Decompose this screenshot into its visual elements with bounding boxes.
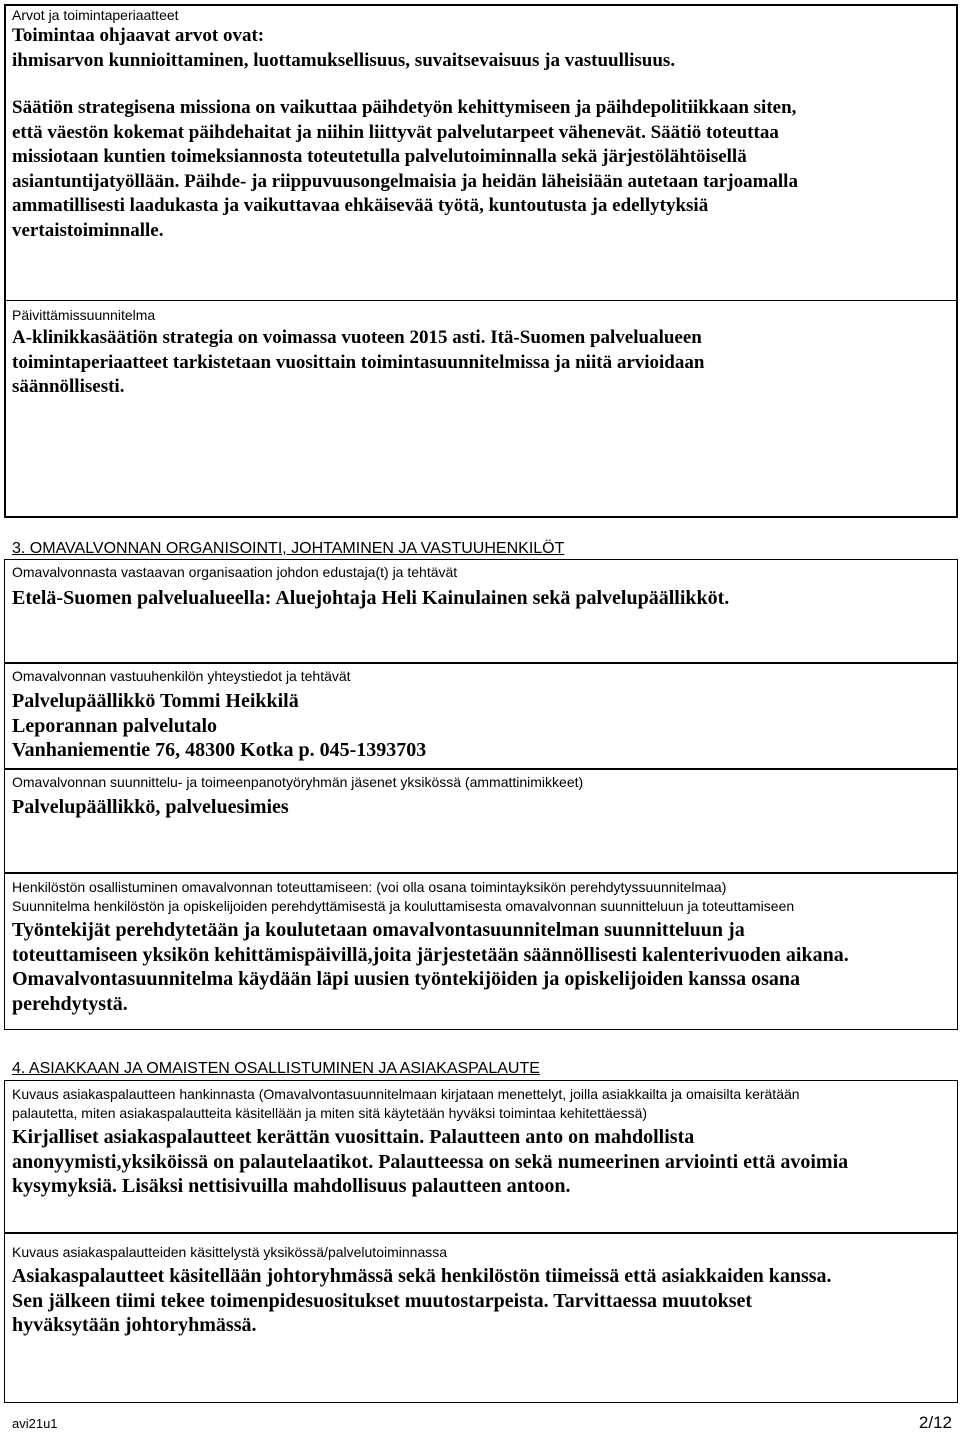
feedback-line: kysymyksiä. Lisäksi nettisivuilla mahdollisuus palautteen antoon. bbox=[12, 1175, 571, 1197]
management-text: Etelä-Suomen palvelualueella: Aluejohtaja Heli Kainulainen sekä palvelupäällikköt. bbox=[12, 587, 730, 609]
mission-text bbox=[12, 96, 954, 243]
feedback-handling-label: Kuvaus asiakaspalautteiden käsittelystä yksikössä/palvelutoiminnassa bbox=[12, 1244, 448, 1260]
document-code: avi21u1 bbox=[12, 1416, 58, 1431]
mission-line: ammatillisesti laadukasta ja vaikuttavaa ehkäisevää työtä, kuntoutusta ja edellytyksiä bbox=[12, 195, 709, 216]
feedback-handling-text bbox=[12, 1264, 956, 1338]
staff-line: Työntekijät perehdytetään ja koulutetaan omavalvontasuunnitelman suunnitteluun ja bbox=[12, 919, 745, 941]
feedback-line: anonyymisti,yksiköissä on palautelaatikot. Palautteessa on sekä numeerinen arviointi että avoimia bbox=[12, 1150, 849, 1173]
update-line: A-klinikkasäätiön strategia on voimassa vuoteen 2015 asti. Itä-Suomen palvelualueen bbox=[12, 327, 702, 348]
working-group-text: Palvelupäällikkö, palveluesimies bbox=[12, 796, 289, 818]
responsible-person-label: Omavalvonnan vastuuhenkilön yhteystiedot ja tehtävät bbox=[12, 668, 351, 684]
feedback-label-line: Kuvaus asiakaspalautteen hankinnasta (Omavalvontasuunnitelmaan kirjataan menettelyt, joilla asiakkailta ja omaisilta kerätään bbox=[12, 1086, 800, 1102]
staff-participation-label bbox=[12, 878, 956, 916]
feedback-line: Kirjalliset asiakaspalautteet kerättän vuosittain. Palautteen anto on mahdollista bbox=[12, 1126, 695, 1148]
staff-line: toteuttamiseen yksikön kehittämispäivillä,joita järjestetään säännöllisesti kalenterivuoden aikana. bbox=[12, 943, 849, 966]
update-line: säännöllisesti. bbox=[12, 376, 125, 397]
management-label: Omavalvonnasta vastaavan organisaation johdon edustaja(t) ja tehtävät bbox=[12, 564, 458, 580]
feedback-collection-text bbox=[12, 1125, 956, 1199]
section-3-heading: 3. OMAVALVONNAN ORGANISOINTI, JOHTAMINEN JA VASTUUHENKILÖT bbox=[12, 540, 565, 557]
values-frame bbox=[4, 4, 958, 518]
update-plan-text bbox=[12, 326, 952, 400]
mission-line: missiotaan kuntien toimeksiannosta toteutetulla palvelutoiminnalla sekä järjestölähtöisellä bbox=[12, 146, 747, 167]
values-line: ihmisarvon kunnioittaminen, luottamuksellisuus, suvaitsevaisuus ja vastuullisuus. bbox=[12, 49, 676, 71]
contact-line: Palvelupäällikkö Tommi Heikkilä bbox=[12, 690, 299, 712]
values-line: Toimintaa ohjaavat arvot ovat: bbox=[12, 25, 265, 46]
values-divider bbox=[5, 300, 957, 301]
values-label: Arvot ja toimintaperiaatteet bbox=[12, 7, 179, 23]
handling-line: Sen jälkeen tiimi tekee toimenpidesuositukset muutostarpeista. Tarvittaessa muutokset bbox=[12, 1289, 753, 1312]
staff-participation-text bbox=[12, 918, 956, 1016]
mission-line: että väestön kokemat päihdehaitat ja niihin liittyvät palvelutarpeet vähenevät. Säätiö toteuttaa bbox=[12, 121, 779, 143]
update-plan-label: Päivittämissuunnitelma bbox=[12, 307, 156, 323]
values-text bbox=[12, 24, 952, 73]
responsible-person-text bbox=[12, 689, 952, 763]
mission-line: vertaistoiminnalle. bbox=[12, 219, 164, 241]
contact-line: Vanhaniementie 76, 48300 Kotka p. 045-1393703 bbox=[12, 739, 427, 761]
update-line: toimintaperiaatteet tarkistetaan vuosittain toimintasuunnitelmissa ja niitä arvioidaan bbox=[12, 351, 705, 373]
feedback-collection-label bbox=[12, 1085, 956, 1123]
feedback-label-line: palautetta, miten asiakaspalautteita käsitellään ja miten sitä käytetään hyväksi toimintaa kehitettäessä) bbox=[12, 1105, 648, 1121]
handling-line: Asiakaspalautteet käsitellään johtoryhmässä sekä henkilöstön tiimeissä että asiakkaiden kanssa. bbox=[12, 1265, 832, 1287]
handling-line: hyväksytään johtoryhmässä. bbox=[12, 1314, 257, 1336]
staff-line: perehdytystä. bbox=[12, 992, 128, 1015]
mission-line: Säätiön strategisena missiona on vaikuttaa päihdetyön kehittymiseen ja päihdepolitiikkaan siten, bbox=[12, 97, 797, 118]
contact-line: Leporannan palvelutalo bbox=[12, 714, 218, 737]
mission-line: asiantuntijatyöllään. Päihde- ja riippuvuusongelmaisia ja heidän läheisiään autetaan tarjoamalla bbox=[12, 170, 798, 192]
staff-label-line: Henkilöstön osallistuminen omavalvonnan toteuttamiseen: (voi olla osana toimintayksikön perehdytyssuunnitelmaa) bbox=[12, 879, 727, 895]
staff-label-line: Suunnitelma henkilöstön ja opiskelijoiden perehdyttämisestä ja kouluttamisesta omavalvonnan suunnitteluun ja toteuttamiseen bbox=[12, 898, 795, 914]
section-4-heading: 4. ASIAKKAAN JA OMAISTEN OSALLISTUMINEN JA ASIAKASPALAUTE bbox=[12, 1060, 540, 1077]
working-group-label: Omavalvonnan suunnittelu- ja toimeenpanotyöryhmän jäsenet yksikössä (ammattinimikkeet) bbox=[12, 774, 584, 790]
page-number: 2/12 bbox=[918, 1413, 952, 1432]
staff-line: Omavalvontasuunnitelma käydään läpi uusien työntekijöiden ja opiskelijoiden kanssa osana bbox=[12, 968, 800, 990]
